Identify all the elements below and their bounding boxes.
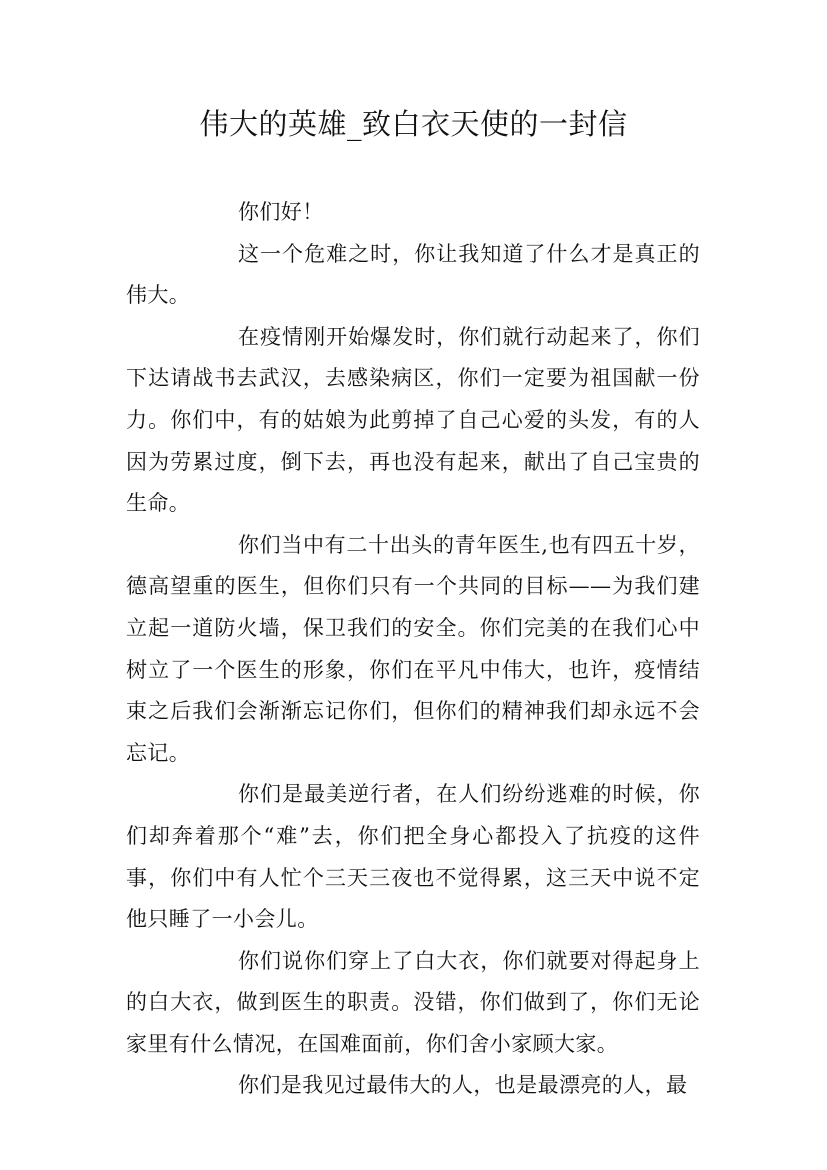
document-title: 伟大的英雄_致白衣天使的一封信 bbox=[199, 107, 628, 141]
document-body bbox=[126, 192, 700, 1107]
body-paragraph: 你们是我见过最伟大的人，也是最漂亮的人，最 bbox=[238, 1073, 688, 1098]
body-paragraph: 在疫情刚开始爆发时，你们就行动起来了，你们下达请战书去武汉，去感染病区，你们一定要为祖国献一份力。你们中，有的姑娘为此剪掉了自己心爱的头发，有的人因为劳累过度，倒下去，再也没有起来，献出了自己宝贵的生命。 bbox=[126, 324, 700, 516]
body-paragraph: 你们说你们穿上了白大衣，你们就要对得起身上的白大衣，做到医生的职责。没错，你们做到了，你们无论家里有什么情况，在国难面前，你们舍小家顾大家。 bbox=[126, 948, 700, 1056]
body-paragraph: 你们是最美逆行者，在人们纷纷逃难的时候，你们却奔着那个“难”去，你们把全身心都投入了抗疫的这件事，你们中有人忙个三天三夜也不觉得累，这三天中说不定他只睡了一小会儿。 bbox=[126, 782, 700, 932]
body-paragraph: 你们当中有二十出头的青年医生,也有四五十岁，德高望重的医生，但你们只有一个共同的目标——为我们建立起一道防火墙，保卫我们的安全。你们完美的在我们心中树立了一个医生的形象，你们在平凡中伟大，也许，疫情结束之后我们会渐渐忘记你们，但你们的精神我们却永远不会忘记。 bbox=[126, 532, 700, 765]
body-paragraph: 这一个危难之时，你让我知道了什么才是真正的伟大。 bbox=[126, 241, 700, 308]
greeting-paragraph: 你们好！ bbox=[238, 200, 324, 224]
